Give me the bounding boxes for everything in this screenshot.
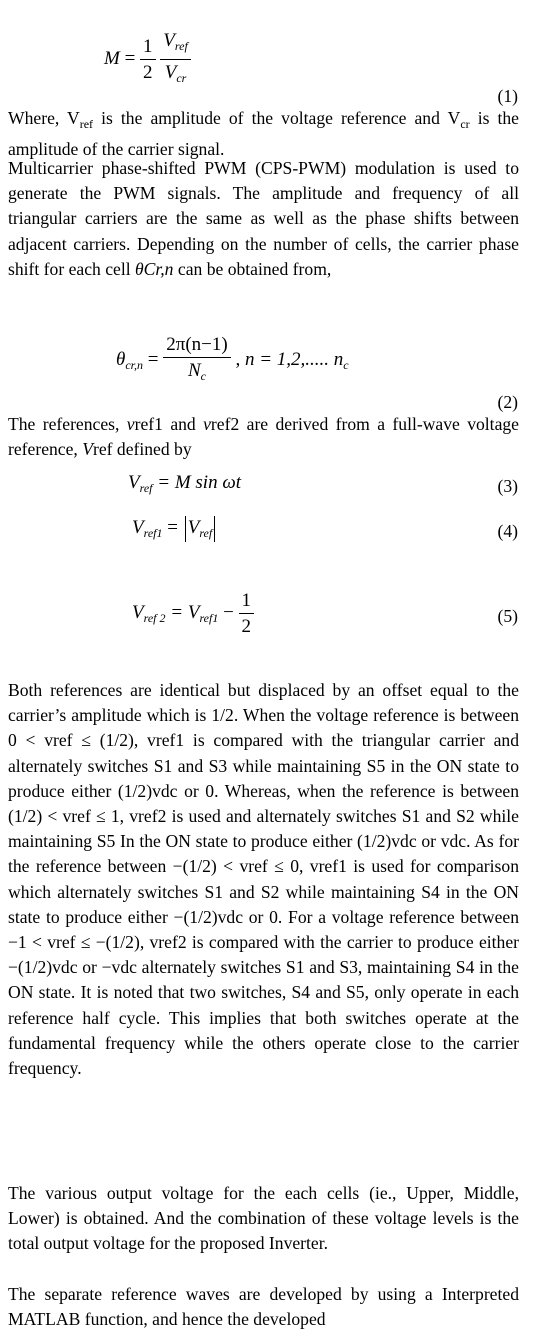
p2-text: Multicarrier phase-shifted PWM (CPS-PWM) modulation is used to generate the PWM signals. The amplitude and frequency of all triangular carriers are the same as well as the phase shifts between adjacent carriers. Depending on the number of cells, the carrier phase shift for each cell: [8, 158, 519, 279]
p3-var-v3: V: [82, 439, 93, 460]
eq5-mid: = V: [170, 602, 200, 624]
p1-sub-ref: ref: [79, 117, 94, 131]
eq1-number: (1): [497, 86, 518, 106]
equation-3: [128, 470, 241, 501]
eq4-abs-right-bar: [214, 516, 215, 542]
eq2-lhs: θ: [116, 349, 126, 371]
paragraph-where: [8, 106, 519, 162]
paragraph-output-voltage: The various output voltage for the each cells (ie., Upper, Middle, Lower) is obtained. And the combination of these voltage levels is the total output voltage for the proposed Inverter.: [8, 1183, 519, 1254]
p1-text-c: is the amplitude of the carrier signal.: [8, 108, 519, 160]
eq1-fraction-v: [160, 28, 191, 91]
eq2-equals: =: [147, 349, 159, 371]
eq3-lhs-sub: ref: [139, 481, 153, 495]
equation-5: [132, 588, 254, 639]
p1-text-a: Where, V: [8, 108, 80, 128]
p3-text-b: ref1 and: [134, 414, 204, 434]
p1-sub-cr: cr: [460, 117, 470, 131]
p1-text-b: is the amplitude of the voltage reference and V: [93, 108, 461, 128]
eq1-equals: =: [124, 48, 136, 70]
eq4-lhs: V: [132, 517, 144, 538]
eq3-lhs: V: [128, 472, 140, 493]
eq1-f2-den: V: [164, 62, 177, 84]
equation-2: [116, 332, 349, 389]
p3-var-v1: v: [126, 414, 135, 434]
eq5-fraction: [239, 588, 255, 639]
eq2-num: 2π(n−1): [163, 332, 230, 358]
eq1-fraction-half: [140, 34, 156, 85]
eq4-number: (4): [497, 521, 518, 541]
eq1-f2-num: V: [163, 30, 175, 51]
eq2-den-sub: c: [200, 369, 206, 384]
eq2-den: N: [187, 360, 201, 382]
p2-theta-var: θCr,n: [135, 258, 174, 279]
eq5-lhs-sub: ref 2: [143, 611, 166, 626]
p3-text-d: ref defined by: [92, 439, 192, 460]
eq4-abs-left-bar: [185, 516, 186, 542]
eq1-f1-den: 2: [143, 62, 153, 84]
equation-4: [132, 515, 217, 546]
eq5-f-num: 1: [239, 588, 255, 614]
eq5-f-den: 2: [241, 616, 252, 638]
p3-text-c: ref2 are derived from a full-wave voltage reference,: [8, 414, 519, 460]
eq2-tail-sub: c: [343, 358, 349, 373]
paragraph-references: [8, 412, 519, 462]
paragraph-matlab: The separate reference waves are developed by using a Interpreted MATLAB function, and hence the developed: [8, 1284, 519, 1330]
eq4-arg-sub: ref: [199, 526, 213, 540]
eq5-minus: −: [223, 602, 234, 624]
eq5-lhs: V: [132, 602, 144, 624]
p3-var-v2: v: [203, 414, 211, 434]
eq4-arg: V: [187, 517, 200, 538]
eq4-equals: =: [167, 517, 178, 538]
eq4-lhs-sub: ref1: [143, 526, 163, 540]
eq1-lhs: M: [104, 48, 120, 70]
eq1-f2-den-sub: cr: [176, 71, 187, 86]
p2-text-end: can be obtained from,: [173, 258, 332, 279]
eq3-rhs: = M sin ωt: [157, 472, 242, 493]
equation-1: [104, 28, 191, 91]
eq2-lhs-sub: cr,n: [125, 358, 144, 373]
eq5-number: (5): [497, 606, 518, 626]
eq2-fraction: [163, 332, 230, 389]
p3-text-a: The references,: [8, 414, 127, 434]
paragraph-cps-pwm: [8, 156, 519, 282]
eq1-f2-num-sub: ref: [174, 39, 188, 53]
paragraph-switching: Both references are identical but displaced by an offset equal to the carrier’s amplitude which is 1/2. When the voltage reference is between 0 < vref ≤ (1/2), vref1 is compared with the triangular carrier and alternately switches S1 and S3 while maintaining S5 in the ON state to produce either (1/2)vdc or 0. Whereas, when the reference is between (1/2) < vref ≤ 1, vref2 is used and alternately switches S1 and S2 while maintaining S5 In the ON state to produce either (1/2)vdc or vdc. As for the reference between −(1/2) < vref ≤ 0, vref1 is used for comparison which alternately switches S1 and S2 while maintaining S4 in the ON state to produce either −(1/2)vdc or 0. For a voltage reference between −1 < vref ≤ −(1/2), vref2 is compared with the carrier to produce either −(1/2)vdc or −vdc alternately switches S1 and S3, maintaining S4 in the ON state. It is noted that two switches, S4 and S5, only operate in each reference half cycle. This implies that both switches operate at the fundamental frequency while the others operate close to the carrier frequency.: [8, 680, 519, 1079]
eq1-f1-num: 1: [140, 34, 156, 60]
eq2-number: (2): [497, 392, 518, 412]
eq5-mid-sub: ref1: [199, 611, 219, 626]
eq3-number: (3): [497, 476, 518, 496]
eq2-tail: , n = 1,2,..... n: [235, 349, 344, 371]
